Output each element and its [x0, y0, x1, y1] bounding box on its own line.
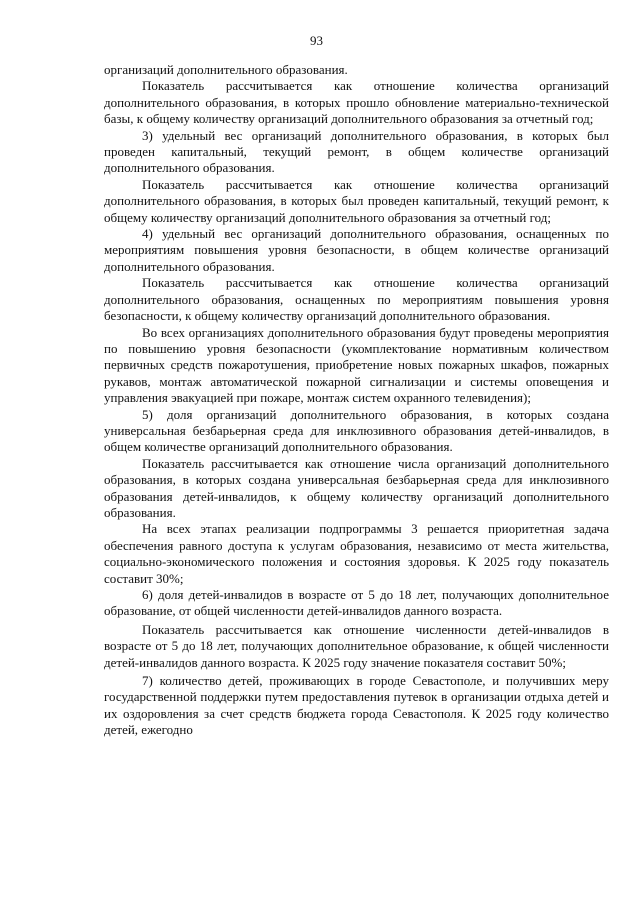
page-number: 93: [310, 33, 323, 48]
paragraph: 6) доля детей-инвалидов в возрасте от 5 до 18 лет, получающих дополнительное образование, от общей численности детей-инвалидов данного возраста.: [104, 587, 609, 619]
paragraph: Показатель рассчитывается как отношение количества организаций дополнительного образования, оснащенных по мероприятиям повышения уровня безопасности, к общему количеству организаций дополнительного образования.: [104, 275, 609, 324]
paragraph: Показатель рассчитывается как отношение количества организаций дополнительного образования, в которых прошло обновление материально-технической базы, к общему количеству организаций дополнительного образования за отчетный год;: [104, 78, 609, 127]
paragraph: Показатель рассчитывается как отношение численности детей-инвалидов в возрасте от 5 до 18 лет, получающих дополнительное образование, к общей численности детей-инвалидов данного возраста. К 2025 году значение показателя составит 50%;: [104, 621, 609, 670]
paragraph: Во всех организациях дополнительного образования будут проведены мероприятия по повышению уровня безопасности (укомплектование нормативным количеством первичных средств пожаротушения, приобретение новых пожарных шкафов, пожарных рукавов, монтаж автоматической пожарной сигнализации и системы оповещения и управления эвакуацией при пожаре, монтаж систем охранного телевидения);: [104, 324, 609, 406]
paragraph: организаций дополнительного образования.: [104, 62, 348, 77]
paragraph: 3) удельный вес организаций дополнительного образования, в которых был проведен капитальный, текущий ремонт, в общем количестве организаций дополнительного образования.: [104, 127, 609, 176]
paragraph: Показатель рассчитывается как отношение количества организаций дополнительного образования, в которых был проведен капитальный, текущий ремонт, к общему количеству организаций дополнительного образования за отчетный год;: [104, 176, 609, 225]
paragraph: 5) доля организаций дополнительного образования, в которых создана универсальная безбарьерная среда для инклюзивного образования детей-инвалидов, в общем количестве организаций дополнительного образования.: [104, 406, 609, 455]
paragraph: Показатель рассчитывается как отношение числа организаций дополнительного образования, в которых создана универсальная безбарьерная среда для инклюзивного образования детей-инвалидов, к общему количеству организаций дополнительного образования.: [104, 455, 609, 520]
paragraph: На всех этапах реализации подпрограммы 3 решается приоритетная задача обеспечения равного доступа к услугам образования, независимо от места жительства, социально-экономического положения и состояния здоровья. К 2025 году показатель составит 30%;: [104, 521, 609, 586]
paragraph: 7) количество детей, проживающих в городе Севастополе, и получивших меру государственной поддержки путем предоставления путевок в организации отдыха детей и их оздоровления за счет средств бюджета города Севастополя. К 2025 году количество детей, ежегодно: [104, 673, 609, 738]
document-body: [104, 62, 609, 739]
paragraph: 4) удельный вес организаций дополнительного образования, оснащенных по мероприятиям повышения уровня безопасности, в общем количестве организаций дополнительного образования.: [104, 226, 609, 274]
